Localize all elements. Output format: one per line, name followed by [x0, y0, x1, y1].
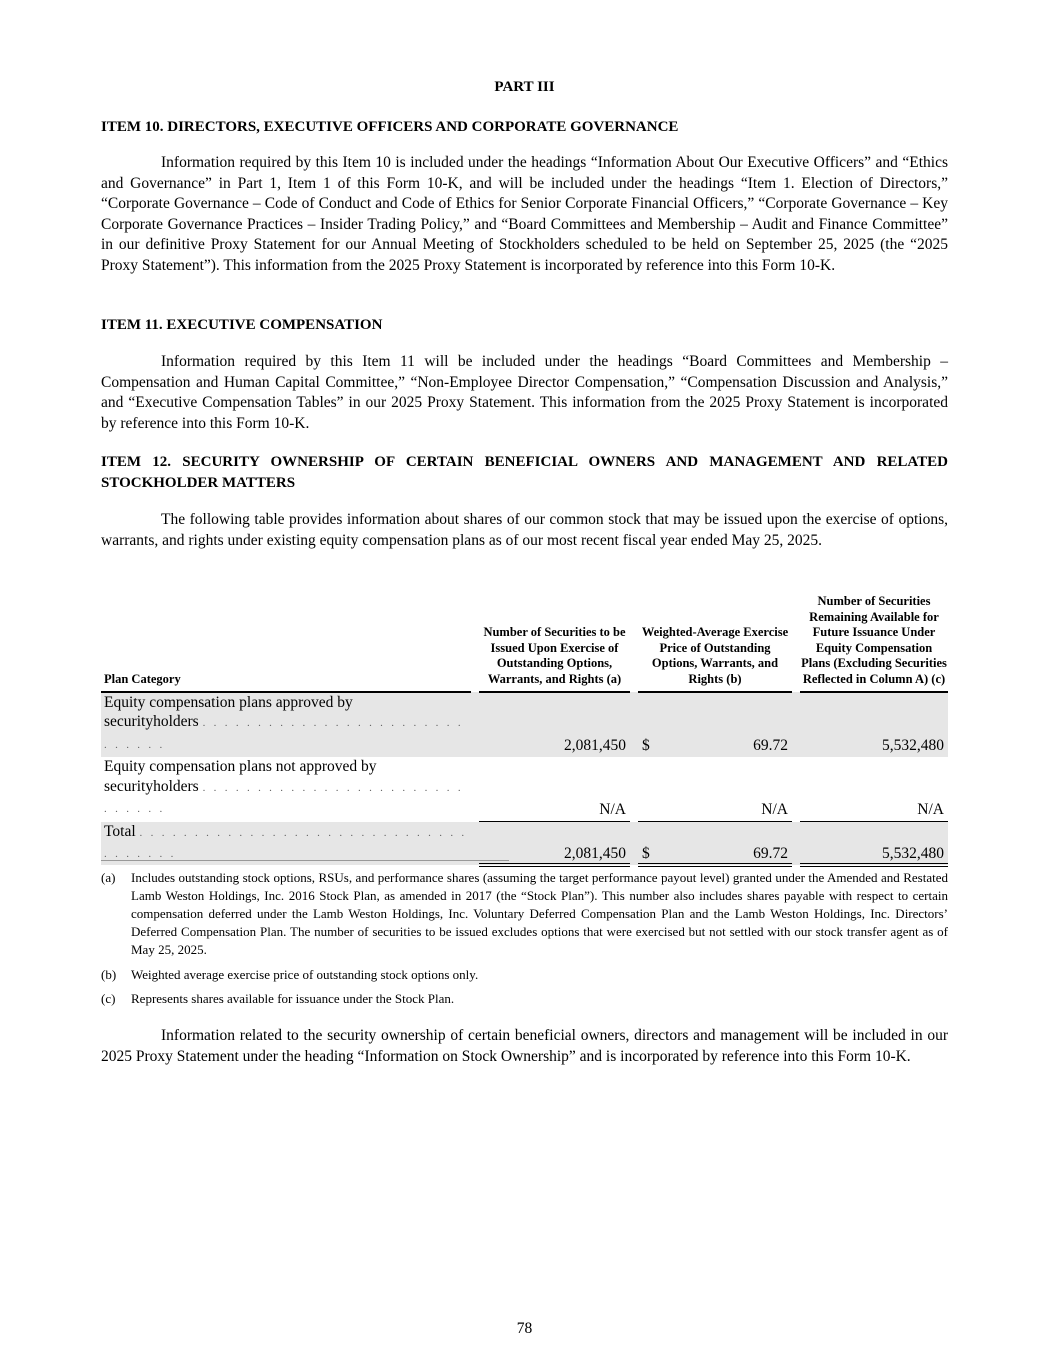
part-title: PART III [494, 79, 555, 95]
cell-col-c: N/A [800, 757, 948, 822]
item10-text: Information required by this Item 10 is included under the headings “Information About Our Executive Officers” and “Ethics and Governance” in Part 1, Item 1 of this Form 10-K, and will be included under the headings “Item 1. Election of Directors,” “Corporate Governance – Code of Conduct and Code of Ethics for Senior Corporate Financial Officers,” “Corporate Governance – Key Corporate Governance Practices – Insider Trading Policy,” and “Board Committees and Membership – Audit and Finance Committee” in our definitive Proxy Statement for our Annual Meeting of Stockholders scheduled to be held on September 25, 2025 (the “2025 Proxy Statement”). This information from the 2025 Proxy Statement is incorporated by reference into this Form 10-K. [101, 154, 948, 274]
footnote-b: (b) Weighted average exercise price of outstanding stock options only. [101, 967, 479, 982]
cell-col-c: 5,532,480 [800, 822, 948, 865]
footnote-divider [101, 860, 509, 861]
header-plan-category: Plan Category [101, 594, 471, 692]
equity-compensation-table [101, 594, 948, 867]
cell-dollar: $ [638, 822, 668, 865]
item12-heading: ITEM 12. SECURITY OWNERSHIP OF CERTAIN BENEFICIAL OWNERS AND MANAGEMENT AND RELATED STOCKHOLDER MATTERS [101, 454, 948, 491]
cell-col-c: 5,532,480 [800, 692, 948, 758]
footnote-a: (a) Includes outstanding stock options, RSUs, and performance shares (assuming the target performance payout level) granted under the Amended and Restated Lamb Weston Holdings, Inc. 2016 Stock Plan, as amended in 2017 (the “Stock Plan”). This number also includes shares payable with respect to certain compensation deferred under the Lamb Weston Holdings, Inc. Voluntary Deferred Compensation Plan and the Lamb Weston Holdings, Inc. Directors’ Deferred Compensation Plan. The number of securities to be issued excludes options that were exercised but not settled with our stock transfer agent as of May 25, 2025. [101, 870, 948, 957]
row-label: Total . . . . . . . . . . . . . . . . . . . . . . . . . . . . . . . . . . . . . [101, 822, 471, 865]
table-row [101, 692, 948, 758]
item10-heading: ITEM 10. DIRECTORS, EXECUTIVE OFFICERS AND CORPORATE GOVERNANCE [101, 119, 679, 135]
table-row-total [101, 822, 948, 865]
cell-col-b: 69.72 [668, 822, 792, 865]
page-number: 78 [516, 1320, 533, 1337]
cell-col-a: 2,081,450 [479, 692, 630, 758]
row-label: Equity compensation plans not approved by securityholders . . . . . . . . . . . . . . . . . . . . . . . . . . . . . . [104, 758, 464, 816]
header-col-b: Weighted-Average Exercise Price of Outstanding Options, Warrants, and Rights (b) [638, 594, 792, 692]
item11-text: Information required by this Item 11 will be included under the headings “Board Committees and Membership – Compensation and Human Capital Committee,” “Non-Employee Director Compensation,” “Compensation Discussion and Analysis,” and “Executive Compensation Tables” in our 2025 Proxy Statement. This information from the 2025 Proxy Statement is incorporated by reference into this Form 10-K. [101, 353, 948, 432]
item12-closing: Information related to the security ownership of certain beneficial owners, directors and management will be included in our 2025 Proxy Statement under the heading “Information on Stock Ownership” and is incorporated by reference into this Form 10-K. [101, 1027, 948, 1065]
item12-intro: The following table provides information about shares of our common stock that may be issued upon the exercise of options, warrants, and rights under existing equity compensation plans as of our most recent fiscal year ended May 25, 2025. [101, 511, 948, 549]
footnote-c: (c) Represents shares available for issuance under the Stock Plan. [101, 991, 455, 1006]
cell-dollar: $ [638, 692, 668, 758]
cell-col-b: 69.72 [668, 692, 792, 758]
header-col-c: Number of Securities Remaining Available for Future Issuance Under Equity Compensation Plans (Excluding Securities Reflected in Column A) (c) [800, 594, 948, 692]
cell-col-b: N/A [668, 757, 792, 822]
table-row [101, 757, 948, 822]
header-col-a: Number of Securities to be Issued Upon Exercise of Outstanding Options, Warrants, and Rights (a) [479, 594, 630, 692]
item11-heading: ITEM 11. EXECUTIVE COMPENSATION [101, 317, 383, 333]
cell-dollar [638, 757, 668, 822]
cell-col-a: 2,081,450 [479, 822, 630, 865]
row-label: Equity compensation plans approved by securityholders . . . . . . . . . . . . . . . . . . . . . . . . . . . . . . [101, 692, 471, 758]
cell-col-a: N/A [479, 757, 630, 822]
